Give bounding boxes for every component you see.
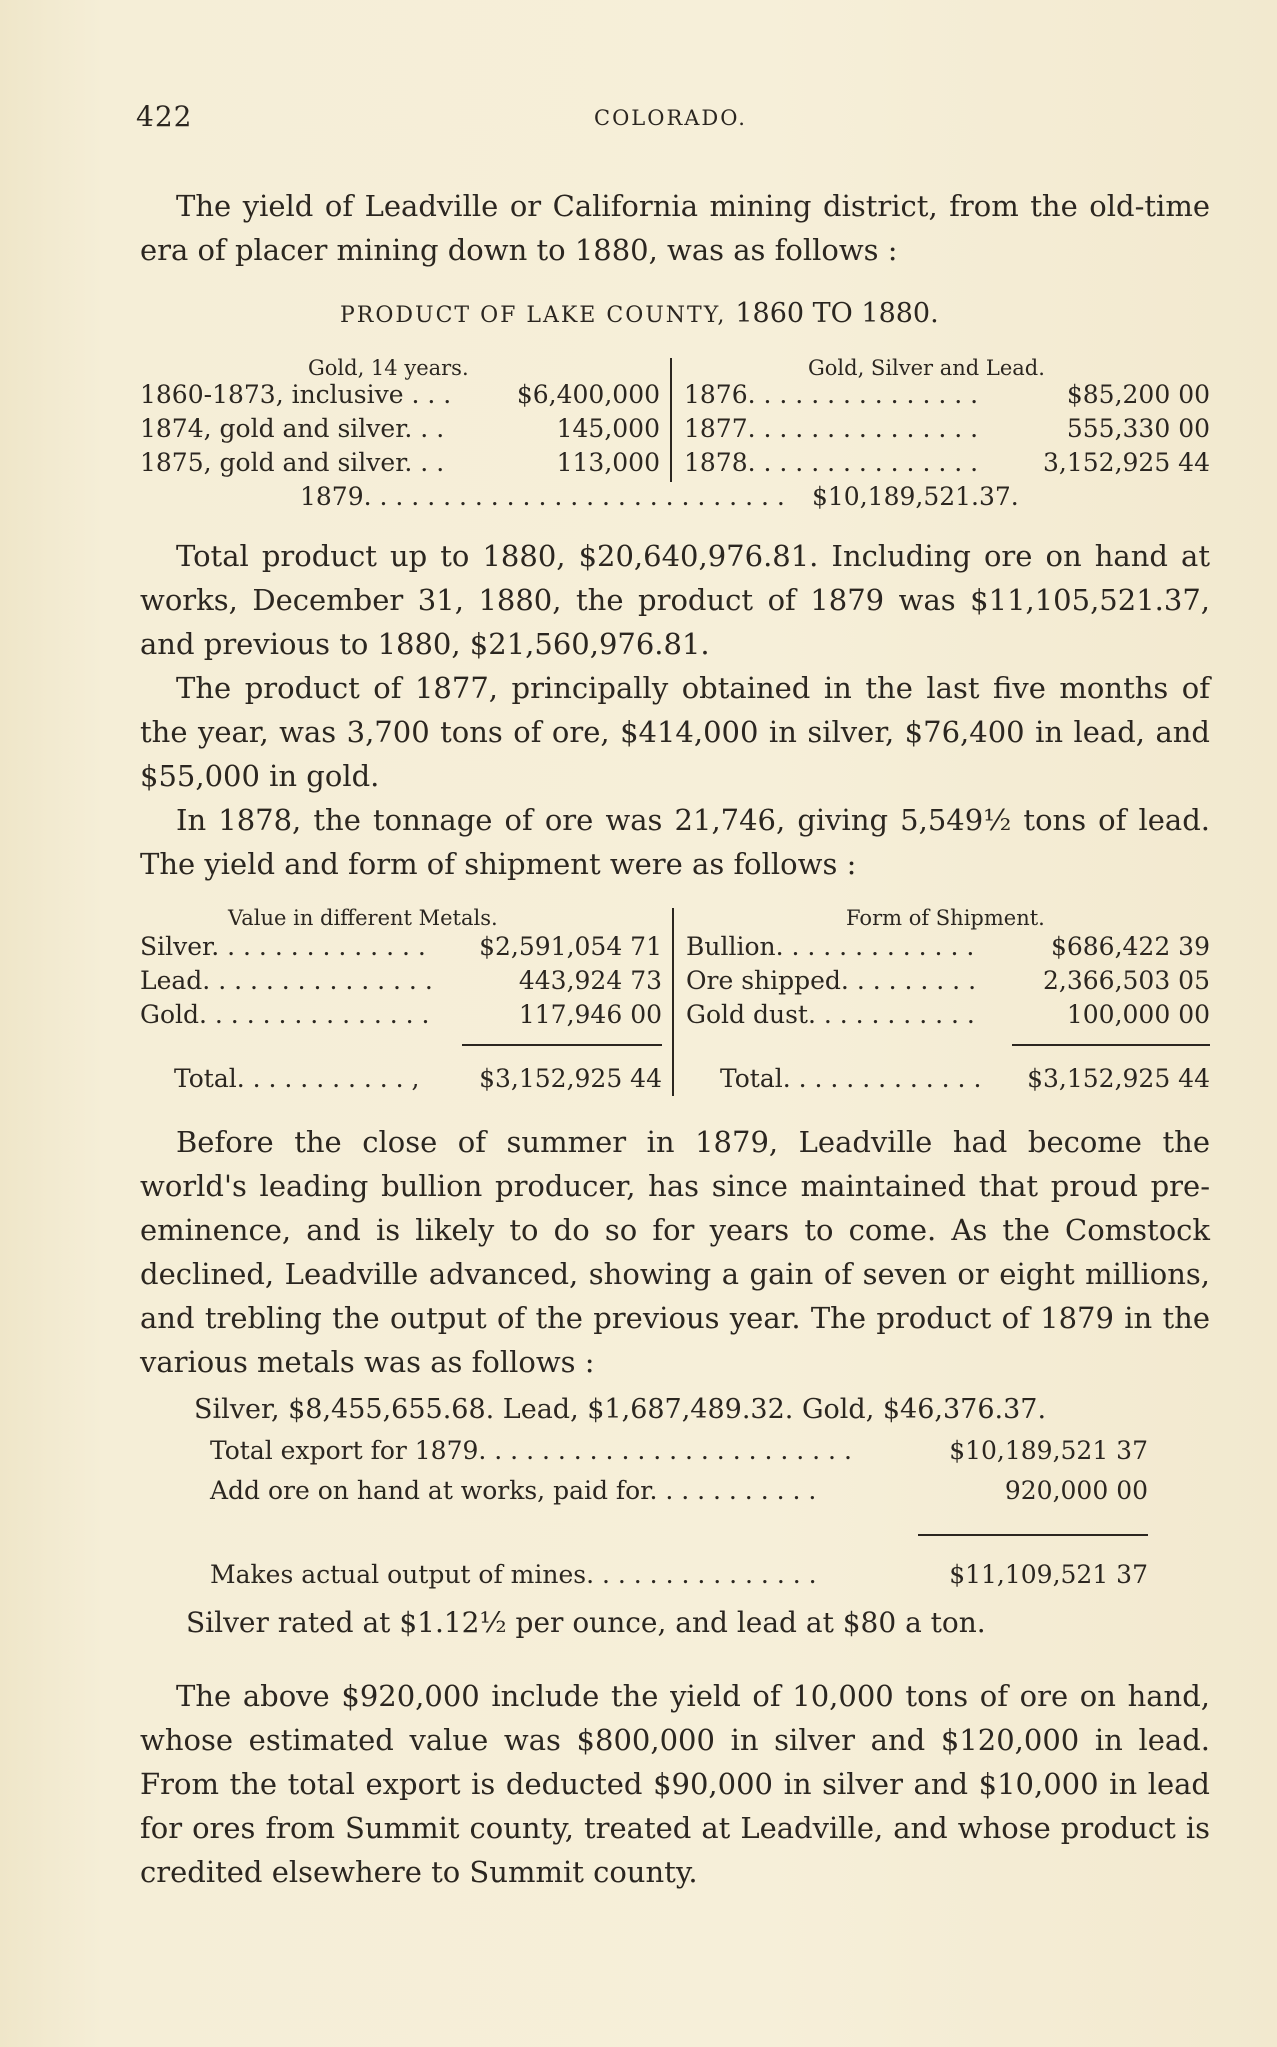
caption-years: 1860 TO 1880. <box>735 298 939 329</box>
table-row: 1877. . . . . . . . . . . . . . . <box>684 414 979 443</box>
table-row: Silver. . . . . . . . . . . . . . <box>140 932 426 961</box>
rate-line: Silver rated at $1.12½ per ounce, and lead at $80 a ton. <box>186 1606 986 1639</box>
table2-left-head: Value in different Metals. <box>228 906 498 930</box>
paragraph-1878: In 1878, the tonnage of ore was 21,746, giving 5,549½ tons of lead. The yield and form of shipment were as follows : <box>140 803 1210 881</box>
book-page: 422 COLORADO. The yield of Leadville or California mining district, from the old-time era of placer mining down to 1880, was as follows : PRODUCT OF LAKE COUNTY, 1860 TO 1880. Gold, 14 years. Gold, Silver and Lead. 1860-1873, inclusive . . . $6,400,000 1874, gold and silver. . . 145,000 1875, gold and silver. . . 113,000 1876. . . . . . . . . . . . . . . $85,200 00 1877. . . . . . . . . . . . . . . 555,330 00 1878. . . . . . . . . . . . . . . 3,152,925 44 1879. . . . . . . . . . . . . . . . . . . . . . . . . . . $10,189,521.37. Total product up to 1880, $20,640,976.81. Including ore on hand at works, December 31, 1880, the product of 1879 was $11,105,521.37, and previous to 1880, $21,560,976.81. The product of 1877, principally obtained in the last five months of the year, was 3,700 tons of ore, $414,000 in silver, $76,400 in lead, and $55,000 in gold. In 1878, the tonnage of ore was 21,746, giving 5,549½ tons of lead. The yield and form of shipment were as follows : Value in different Metals. Form of Shipment. Silver. . . . . . . . . . . . . . $2,591,054 71 Lead. . . . . . . . . . . . . . . 443,924 73 Gold. . . . . . . . . . . . . . . 117,946 00 Total. . . . . . . . . . . , $3,152,925 44 Bullion. . . . . . . . . . . . . $686,422 39 Ore shipped. . . . . . . . . 2,366,503 05 Gold dust. . . . . . . . . . . 100,000 00 Total. . . . . . . . . . . . . $3,152,925 44 Before the close of summer in 1879, Leadville had become the world's leading bullion producer, has since maintained that proud pre-eminence, and is likely to do so for years to come. As the Comstock declined, Leadville advanced, showing a gain of seven or eight millions, and trebling the output of the previous year. The product of 1879 in the various metals was as follows : Silver, $8,455,655.68. Lead, $1,687,489.32. Gold, $46,376.37. Total export for 1879. . . . . . . . . . . . . . . . . . . . . . . . $10,189,521 37 Add ore on hand at works, paid for. . . . . . . . . . . 920,000 00 Makes actual output of mines. . . . . . . . . . . . . . . $11,109,521 37 Silver rated at $1.12½ per ounce, and lead at $80 a ton. The above $920,000 include the yield of 10,000 tons of ore on hand, whose estimated value was $800,000 in silver and $120,000 in lead. From the total export is deducted $90,000 in silver and $10,000 in lead for ores from Summit county, treated at Leadville, and whose product is credited elsewhere to Summit county. <box>0 0 1277 2047</box>
caption-text: PRODUCT OF LAKE COUNTY, <box>340 303 736 328</box>
table2-right-head: Form of Shipment. <box>846 906 1045 930</box>
table-row: Bullion. . . . . . . . . . . . . <box>686 932 975 961</box>
total-row: Makes actual output of mines. . . . . . . . . . . . . . . <box>210 1560 817 1589</box>
table-row: Add ore on hand at works, paid for. . . . . . . . . . . <box>210 1476 817 1505</box>
intro-text: The yield of Leadville or California mining district, from the old-time era of placer mining down to 1880, was as follows : <box>140 189 1210 267</box>
total-row: Total. . . . . . . . . . . , <box>174 1064 420 1093</box>
table-row-value: $10,189,521.37. <box>812 482 1019 511</box>
intro-paragraph <box>140 184 1210 272</box>
table-row: 1860-1873, inclusive . . . <box>140 380 452 409</box>
table1-left-head: Gold, 14 years. <box>308 356 469 380</box>
table-row: Total export for 1879. . . . . . . . . . . . . . . . . . . . . . . . <box>210 1436 852 1465</box>
leadville-paragraph <box>140 1120 1210 1384</box>
table-row: 1874, gold and silver. . . <box>140 414 445 443</box>
sum-rule <box>1012 1044 1210 1046</box>
paragraph-1879: Before the close of summer in 1879, Leadville had become the world's leading bullion producer, has since maintained that proud pre-eminence, and is likely to do so for years to come. As the Comstock declined, Leadville advanced, showing a gain of seven or eight millions, and trebling the output of the previous year. The product of 1879 in the various metals was as follows : <box>140 1125 1210 1379</box>
table-row: 1876. . . . . . . . . . . . . . . <box>684 380 979 409</box>
table-row: Gold. . . . . . . . . . . . . . . <box>140 1000 430 1029</box>
table-row: Lead. . . . . . . . . . . . . . . <box>140 966 433 995</box>
paragraph-1877: The product of 1877, principally obtained in the last five months of the year, was 3,700 tons of ore, $414,000 in silver, $76,400 in lead, and $55,000 in gold. <box>140 671 1210 793</box>
paragraph-920000: The above $920,000 include the yield of 10,000 tons of ore on hand, whose estimated value was $800,000 in silver and $120,000 in lead. From the total export is deducted $90,000 in silver and $10,000 in lead for ores from Summit county, treated at Leadville, and whose product is credited elsewhere to Summit county. <box>140 1679 1210 1889</box>
table-row: 1875, gold and silver. . . <box>140 448 445 477</box>
table-row: Gold dust. . . . . . . . . . . <box>686 1000 975 1029</box>
table-caption <box>340 298 939 329</box>
table-row: 1879. . . . . . . . . . . . . . . . . . . . . . . . . . . <box>300 482 785 511</box>
closing-paragraph <box>140 1674 1210 1894</box>
body-paragraphs <box>140 534 1210 886</box>
table-row: Ore shipped. . . . . . . . . <box>686 966 977 995</box>
running-head: COLORADO. <box>594 106 747 130</box>
column-divider <box>672 908 674 1096</box>
table-row: 1878. . . . . . . . . . . . . . . <box>684 448 979 477</box>
table1-right-head: Gold, Silver and Lead. <box>808 356 1045 380</box>
sum-rule <box>918 1534 1148 1536</box>
column-divider <box>670 358 672 482</box>
total-row: Total. . . . . . . . . . . . . <box>720 1064 982 1093</box>
page-number: 422 <box>136 100 193 133</box>
paragraph-total-product: Total product up to 1880, $20,640,976.81. Including ore on hand at works, December 31, 1880, the product of 1879 was $11,105,521.37, and previous to 1880, $21,560,976.81. <box>140 539 1210 661</box>
metals-line: Silver, $8,455,655.68. Lead, $1,687,489.32. Gold, $46,376.37. <box>194 1394 1047 1425</box>
sum-rule <box>462 1044 662 1046</box>
